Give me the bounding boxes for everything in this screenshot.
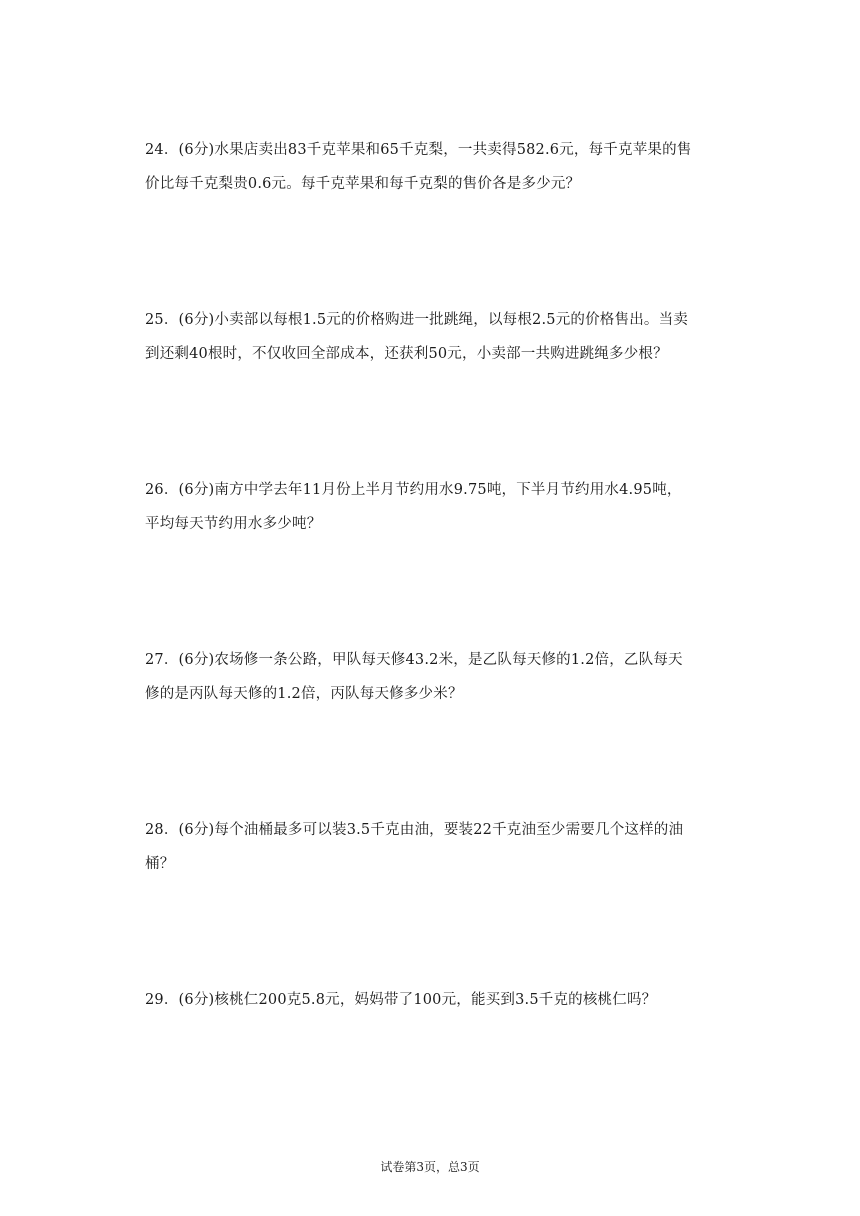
question-24-line-1: 24．(6分)水果店卖出83千克苹果和65千克梨，一共卖得582.6元，每千克苹果的售 <box>145 142 692 158</box>
question-28-line-1: 28．(6分)每个油桶最多可以装3.5千克由油，要装22千克油至少需要几个这样的油 <box>145 822 684 838</box>
question-27 <box>145 643 720 711</box>
question-24-line-2: 价比每千克梨贵0.6元。每千克苹果和每千克梨的售价各是多少元？ <box>145 176 581 192</box>
page-footer: 试卷第3页，总3页 <box>380 1160 480 1174</box>
question-25-line-2: 到还剩40根时，不仅收回全部成本，还获利50元，小卖部一共购进跳绳多少根？ <box>145 346 668 362</box>
question-27-line-1: 27．(6分)农场修一条公路，甲队每天修43.2米，是乙队每天修的1.2倍，乙队每天 <box>145 652 683 668</box>
question-28-line-2: 桶？ <box>145 856 175 872</box>
question-26 <box>145 473 720 541</box>
question-24 <box>145 133 720 201</box>
question-26-line-1: 26．(6分)南方中学去年11月份上半月节约用水9.75吨，下半月节约用水4.95吨， <box>145 482 682 498</box>
question-29 <box>145 983 720 1017</box>
question-27-line-2: 修的是丙队每天修的1.2倍，丙队每天修多少米？ <box>145 686 463 702</box>
question-26-line-2: 平均每天节约用水多少吨？ <box>145 516 322 532</box>
question-28 <box>145 813 720 881</box>
question-25 <box>145 303 720 371</box>
question-29-line-1: 29．(6分)核桃仁200克5.8元，妈妈带了100元，能买到3.5千克的核桃仁吗？ <box>145 992 657 1008</box>
question-25-line-1: 25．(6分)小卖部以每根1.5元的价格购进一批跳绳，以每根2.5元的价格售出。当卖 <box>145 312 689 328</box>
